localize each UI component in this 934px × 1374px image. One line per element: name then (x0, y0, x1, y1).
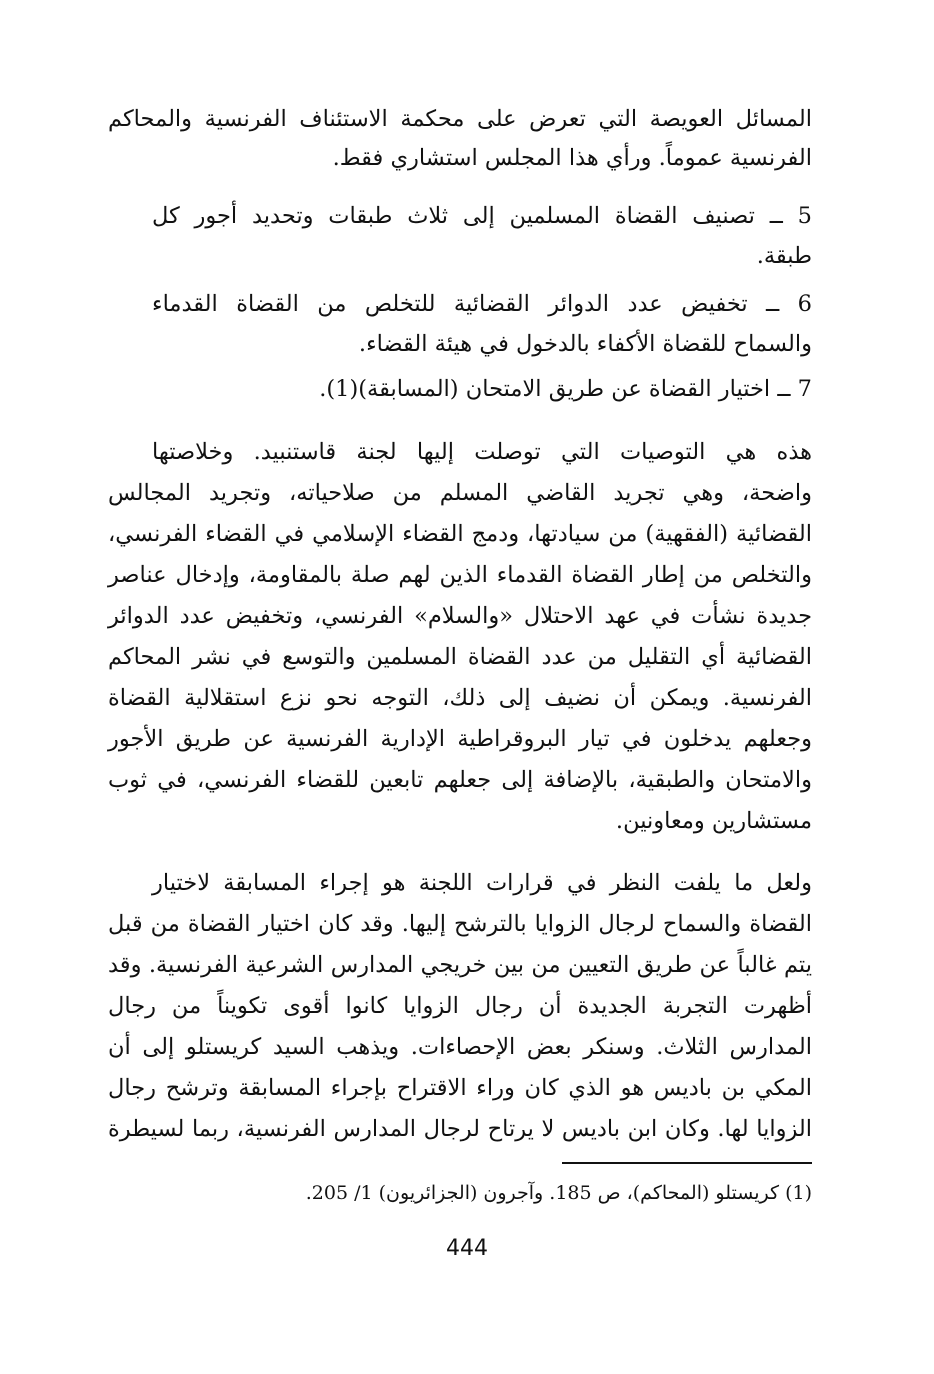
text-line: المسائل العويصة التي تعرض على محكمة الاستئناف الفرنسية والمحاكم (108, 106, 812, 132)
text-line: طبقة. (756, 243, 812, 269)
text-line: المكي بن باديس هو الذي كان وراء الاقتراح بإجراء المسابقة وترشح رجال (108, 1075, 812, 1101)
text-line: المدارس الثلاث. وسنكر بعض الإحصاءات. ويذهب السيد كريستلو إلى أن (108, 1034, 812, 1060)
footnote-divider (562, 1162, 812, 1164)
text-line: ولعل ما يلفت النظر في قرارات اللجنة هو إجراء المسابقة لاختيار (152, 870, 812, 896)
text-line: الفرنسية عموماً. ورأي هذا المجلس استشاري فقط. (332, 145, 812, 171)
text-line: جديدة نشأت في عهد الاحتلال «والسلام» الفرنسي، وتخفيض عدد الدوائر (108, 603, 812, 629)
text-line: الفرنسية. ويمكن أن نضيف إلى ذلك، التوجه نحو نزع استقلالية القضاة (108, 685, 812, 711)
text-line: والسماح للقضاة الأكفاء بالدخول في هيئة القضاء. (358, 331, 812, 357)
text-line: يتم غالباً عن طريق التعيين من بين خريجي المدارس الشرعية الفرنسية. وقد (108, 952, 812, 978)
text-line: وجعلهم يدخلون في تيار البروقراطية الإدارية الفرنسية عن طريق الأجور (108, 726, 812, 752)
footnote: (1) كريستلو (المحاكم)، ص 185. وآجرون (الجزائريون) 1/ 205. (305, 1182, 812, 1204)
text-line: الزوايا لها. وكان ابن باديس لا يرتاح لرجال المدارس الفرنسية، ربما لسيطرة (108, 1116, 812, 1142)
text-line: أظهرت التجربة الجديدة أن رجال الزوايا كانوا أقوى تكويناً من رجال (108, 993, 812, 1019)
text-line: مستشارين ومعاونين. (615, 808, 812, 834)
text-line: واضحة، وهي تجريد القاضي المسلم من صلاحياته، وتجريد المجالس (108, 480, 812, 506)
text-line: القضائية (الفقهية) من سيادتها، ودمج القضاء الإسلامي في القضاء الفرنسي، (108, 521, 812, 547)
list-item-6: 6 ــ تخفيض عدد الدوائر القضائية للتخلص من القضاة القدماء (152, 291, 812, 317)
list-item-7: 7 ــ اختيار القضاة عن طريق الامتحان (المسابقة)(1). (319, 376, 812, 402)
text-line: هذه هي التوصيات التي توصلت إليها لجنة قاستنبيد. وخلاصتها (152, 439, 812, 465)
list-item-5: 5 ــ تصنيف القضاة المسلمين إلى ثلاث طبقات وتحديد أجور كل (152, 203, 812, 229)
text-line: القضائية أي التقليل من عدد القضاة المسلمين والتوسع في نشر المحاكم (108, 644, 812, 670)
text-line: والامتحان والطبقية، بالإضافة إلى جعلهم تابعين للقضاء الفرنسي، في ثوب (108, 767, 812, 793)
page-number: 444 (446, 1236, 488, 1261)
text-line: والتخلص من إطار القضاة القدماء الذين لهم صلة بالمقاومة، وإدخال عناصر (108, 562, 812, 588)
text-line: القضاة والسماح لرجال الزوايا بالترشح إليها. وقد كان اختيار القضاة من قبل (108, 911, 812, 937)
